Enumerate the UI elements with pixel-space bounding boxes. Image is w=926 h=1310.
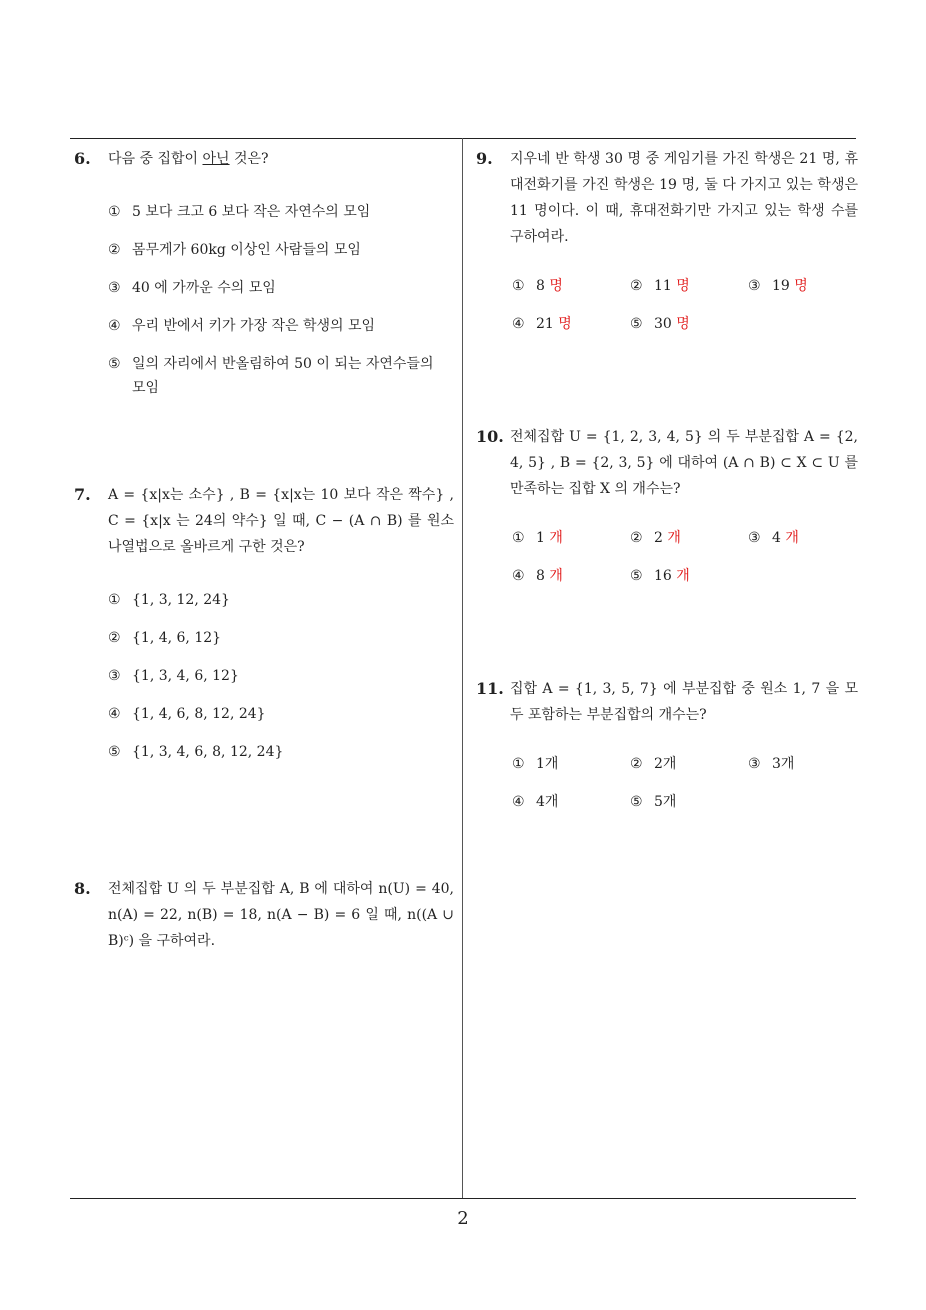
question-number: 11. (476, 679, 504, 698)
question-number: 10. (476, 427, 504, 446)
option-4[interactable]: ④ 21 명 (512, 316, 572, 332)
question-text: A = {x|x는 소수} , B = {x|x는 10 보다 작은 짝수} , C = {x|x 는 24의 약수} 일 때, C − (A ∩ B) 를 원소나열법으로 올바르게 구한 것은? (108, 487, 454, 555)
option-5[interactable]: ⑤ 5개 (630, 794, 677, 810)
option-2[interactable]: ② 2개 (630, 756, 677, 772)
option-4[interactable]: ④ 4개 (512, 794, 559, 810)
option-4[interactable]: ④ {1, 4, 6, 8, 12, 24} (108, 706, 266, 722)
option-1[interactable]: ① 1 개 (512, 530, 563, 546)
option-2[interactable]: ② 2 개 (630, 530, 681, 546)
question-number: 7. (74, 485, 91, 504)
question-7 (74, 482, 454, 778)
option-5[interactable]: ⑤ {1, 3, 4, 6, 8, 12, 24} (108, 744, 284, 760)
option-3[interactable]: ③ 4 개 (748, 530, 799, 546)
question-text: 전체집합 U = {1, 2, 3, 4, 5} 의 두 부분집합 A = {2, 4, 5} , B = {2, 3, 5} 에 대하여 (A ∩ B) ⊂ X ⊂ U 를 만족하는 집합 X 의 개수는? (510, 429, 858, 497)
option-2[interactable]: ② {1, 4, 6, 12} (108, 630, 222, 646)
question-11 (476, 676, 858, 814)
option-1[interactable]: ① 8 명 (512, 278, 563, 294)
question-text: 다음 중 집합이 아닌 것은? (108, 151, 269, 167)
top-rule (70, 138, 856, 139)
option-3[interactable]: ③ 40 에 가까운 수의 모임 (108, 280, 276, 296)
question-text: 지우네 반 학생 30 명 중 게임기를 가진 학생은 21 명, 휴대전화기를 가진 학생은 19 명, 둘 다 가지고 있는 학생은 11 명이다. 이 때, 휴대전화기만 가지고 있는 학생 수를 구하여라. (510, 151, 858, 245)
question-10 (476, 424, 858, 588)
option-2[interactable]: ② 11 명 (630, 278, 690, 294)
bottom-rule (70, 1198, 856, 1199)
option-4[interactable]: ④ 8 개 (512, 568, 563, 584)
column-divider (462, 138, 463, 1199)
question-text: 집합 A = {1, 3, 5, 7} 에 부분집합 중 원소 1, 7 을 모두 포함하는 부분집합의 개수는? (510, 681, 858, 723)
question-6 (74, 146, 454, 414)
option-2[interactable]: ② 몸무게가 60kg 이상인 사람들의 모임 (108, 242, 361, 258)
question-number: 8. (74, 879, 91, 898)
page-number: 2 (457, 1208, 469, 1229)
option-3[interactable]: ③ 3개 (748, 756, 795, 772)
question-8 (74, 876, 454, 954)
option-5[interactable]: ⑤ 일의 자리에서 반올림하여 50 이 되는 자연수들의 모임 (108, 356, 434, 396)
question-9 (476, 146, 858, 336)
option-5[interactable]: ⑤ 16 개 (630, 568, 690, 584)
option-3[interactable]: ③ {1, 3, 4, 6, 12} (108, 668, 239, 684)
option-1[interactable]: ① 5 보다 크고 6 보다 작은 자연수의 모임 (108, 204, 371, 220)
option-1[interactable]: ① 1개 (512, 756, 559, 772)
option-4[interactable]: ④ 우리 반에서 키가 가장 작은 학생의 모임 (108, 318, 376, 334)
option-3[interactable]: ③ 19 명 (748, 278, 808, 294)
option-5[interactable]: ⑤ 30 명 (630, 316, 690, 332)
question-number: 9. (476, 149, 493, 168)
option-1[interactable]: ① {1, 3, 12, 24} (108, 592, 230, 608)
question-number: 6. (74, 149, 91, 168)
question-text: 전체집합 U 의 두 부분집합 A, B 에 대하여 n(U) = 40, n(A) = 22, n(B) = 18, n(A − B) = 6 일 때, n((A ∪ B)ᶜ) 을 구하여라. (108, 881, 454, 949)
